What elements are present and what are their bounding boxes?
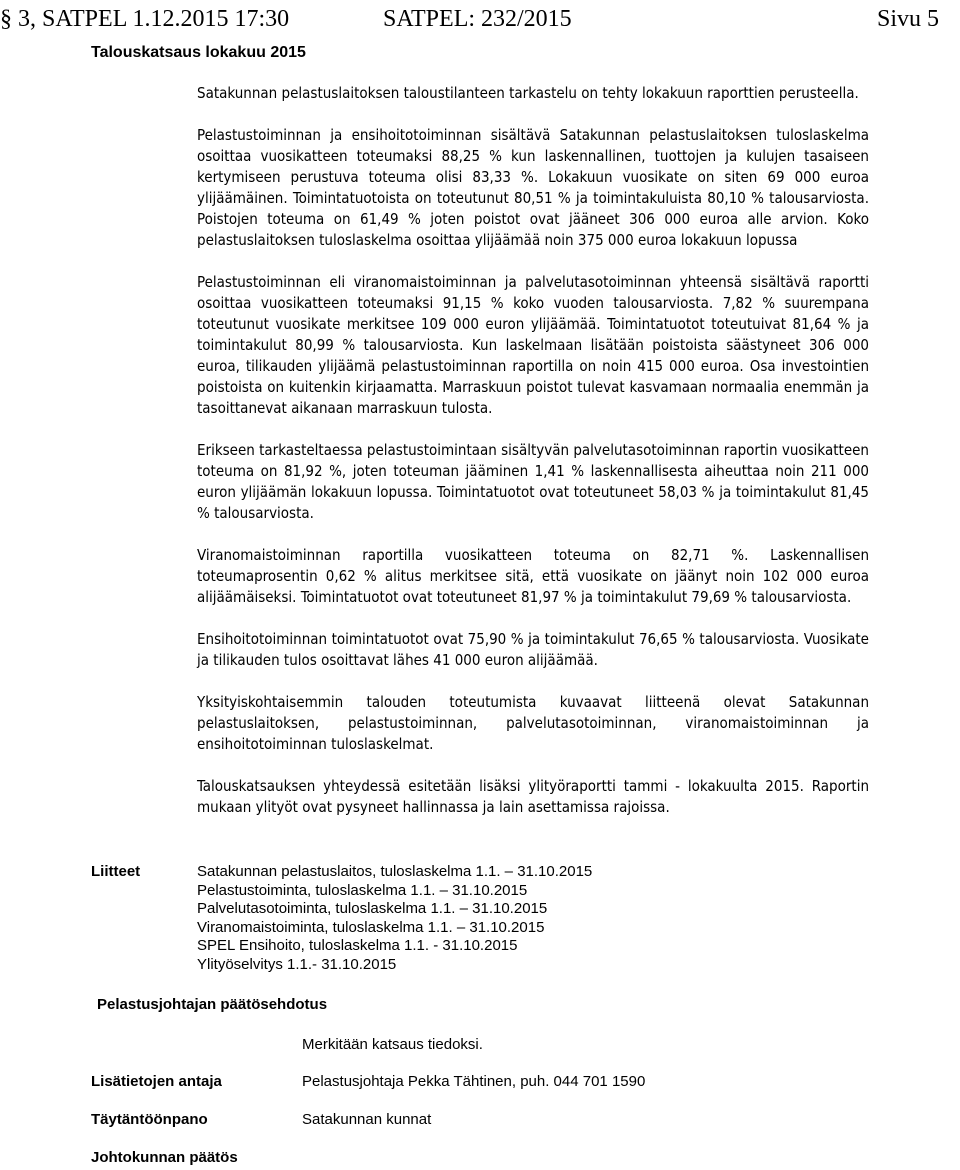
more-info-label: Lisätietojen antaja — [91, 1073, 222, 1090]
page-number: Sivu 5 — [877, 6, 940, 32]
more-info-text: Pelastusjohtaja Pekka Tähtinen, puh. 044 701 1590 — [302, 1073, 646, 1090]
document-reference: SATPEL: 232/2015 — [383, 6, 572, 32]
list-item: SPEL Ensihoito, tuloslaskelma 1.1. - 31.10.2015 — [197, 937, 518, 954]
proposal-label: Pelastusjohtajan päätösehdotus — [97, 996, 328, 1013]
execution-text: Satakunnan kunnat — [302, 1111, 432, 1128]
list-item: Palvelutasotoiminta, tuloslaskelma 1.1. – 31.10.2015 — [197, 900, 548, 917]
paragraph: Talouskatsauksen yhteydessä esitetään lisäksi ylityöraportti tammi - lokakuulta 2015. Raportin mukaan ylityöt ovat pysyneet hallinnassa ja lain asettamissa rajoissa. — [197, 777, 869, 816]
list-item: Satakunnan pelastuslaitos, tuloslaskelma 1.1. – 31.10.2015 — [197, 863, 593, 880]
page-title: Talouskatsaus lokakuu 2015 — [91, 44, 306, 61]
execution-label: Täytäntöönpano — [91, 1111, 208, 1128]
paragraph: Yksityiskohtaisemmin talouden toteutumista kuvaavat liitteenä olevat Satakunnan pelastuslaitoksen, pelastustoiminnan, palvelutasotoiminnan, viranomaistoiminnan ja ensihoitotoiminnan tuloslaskelmat. — [197, 693, 869, 753]
attachments-label: Liitteet — [91, 863, 141, 880]
proposal-text: Merkitään katsaus tiedoksi. — [302, 1036, 483, 1053]
paragraph: Pelastustoiminnan ja ensihoitotoiminnan sisältävä Satakunnan pelastuslaitoksen tuloslaskelma osoittaa vuosikatteen toteumaksi 88,25 % kun laskennallinen, tuottojen ja kulujen tasaiseen kertymiseen perustuva toteuma olisi 83,33 %. Lokakuun vuosikate on siten 69 000 euroa ylijäämäinen. Toimintatuotoista on toteutunut 80,51 % ja toimintakuluista 80,10 % talousarviosta. Poistojen toteuma on 61,49 % joten poistot ovat jääneet 306 000 euroa alle arvion. Koko pelastuslaitoksen tuloslaskelma osoittaa ylijäämää noin 375 000 euroa lokakuun lopussa — [197, 126, 869, 249]
list-item: Viranomaistoiminta, tuloslaskelma 1.1. – 31.10.2015 — [197, 918, 545, 936]
paragraph: Satakunnan pelastuslaitoksen taloustilanteen tarkastelu on tehty lokakuun raporttien perusteella. — [197, 84, 859, 102]
list-item: Ylityöselvitys 1.1.- 31.10.2015 — [197, 955, 397, 973]
paragraph: Pelastustoiminnan eli viranomaistoiminnan ja palvelutasotoiminnan yhteensä sisältävä raportti osoittaa vuosikatteen toteumaksi 91,15 % koko vuoden talousarviosta. 7,82 % suurempana toteutunut vuosikate merkitsee 109 000 euron ylijäämää. Toimintatuotot toteutuivat 81,64 % ja toimintakulut 80,99 % talousarviosta. Kun laskelmaan lisätään poistoista säästyneet 306 000 euroa, tilikauden ylijäämä pelastustoiminnan raportilla on noin 415 000 euroa. Osa investointien poistoista on kuitenkin kirjaamatta. Marraskuun poistot tulevat kasvamaan normaalia enemmän ja tasoittanevat aikanaan marraskuun tulosta. — [197, 273, 869, 417]
paragraph: Ensihoitotoiminnan toimintatuotot ovat 75,90 % ja toimintakulut 76,65 % talousarviosta. Vuosikate ja tilikauden tulos osoittavat lähes 41 000 euron alijäämää. — [197, 630, 869, 669]
paragraph: Erikseen tarkasteltaessa pelastustoimintaan sisältyvän palvelutasotoiminnan raportin vuosikatteen toteuma on 81,92 %, joten toteuman jääminen 1,41 % laskennallisesta aiheuttaa noin 211 000 euron ylijäämän lokakuun lopussa. Toimintatuotot ovat toteutuneet 58,03 % ja toimintakulut 81,45 % talousarviosta. — [197, 441, 869, 522]
list-item: Pelastustoiminta, tuloslaskelma 1.1. – 31.10.2015 — [197, 881, 528, 899]
decision-label: Johtokunnan päätös — [91, 1149, 238, 1166]
body-text — [197, 83, 869, 839]
paragraph: Viranomaistoiminnan raportilla vuosikatteen toteuma on 82,71 %. Laskennallisen toteumaprosentin 0,62 % alitus merkitsee sitä, että vuosikate on jäänyt noin 102 000 euroa alijäämäiseksi. Toimintatuotot ovat toteutuneet 81,97 % ja toimintakulut 79,69 % talousarviosta. — [197, 546, 869, 606]
section-reference: § 3, SATPEL 1.12.2015 17:30 — [0, 6, 290, 32]
page-header — [0, 6, 960, 40]
attachments-list — [197, 863, 592, 974]
